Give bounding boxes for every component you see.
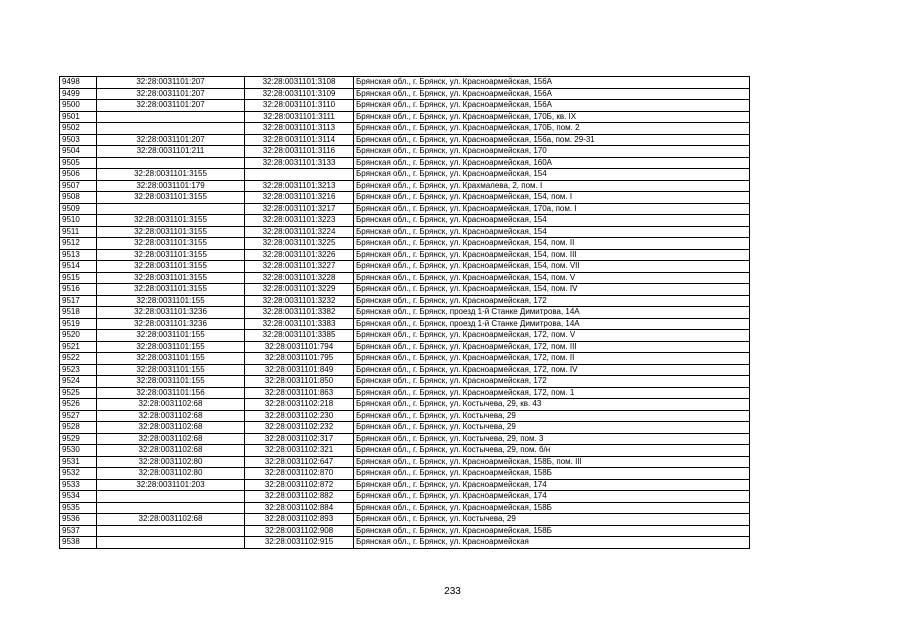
table-row bbox=[60, 479, 750, 491]
address-cell: Брянская обл., г. Брянск, ул. Красноармейская, 174 bbox=[354, 491, 750, 503]
parcel-number-cell bbox=[97, 491, 245, 503]
object-number-cell: 32:28:0031101:3108 bbox=[245, 77, 354, 89]
row-number-cell: 9499 bbox=[60, 88, 97, 100]
address-cell: Брянская обл., г. Брянск, ул. Красноармейская, 170 bbox=[354, 146, 750, 158]
object-number-cell: 32:28:0031101:3216 bbox=[245, 192, 354, 204]
table-row bbox=[60, 445, 750, 457]
object-number-cell: 32:28:0031101:3213 bbox=[245, 180, 354, 192]
parcel-number-cell: 32:28:0031102:68 bbox=[97, 433, 245, 445]
row-number-cell: 9504 bbox=[60, 146, 97, 158]
object-number-cell: 32:28:0031102:882 bbox=[245, 491, 354, 503]
address-cell: Брянская обл., г. Брянск, проезд 1-й Станке Димитрова, 14А bbox=[354, 318, 750, 330]
object-number-cell: 32:28:0031101:3385 bbox=[245, 330, 354, 342]
row-number-cell: 9512 bbox=[60, 238, 97, 250]
object-number-cell: 32:28:0031101:3223 bbox=[245, 215, 354, 227]
table-row bbox=[60, 318, 750, 330]
table-row bbox=[60, 249, 750, 261]
object-number-cell: 32:28:0031101:3109 bbox=[245, 88, 354, 100]
parcel-number-cell: 32:28:0031101:155 bbox=[97, 353, 245, 365]
object-number-cell: 32:28:0031102:884 bbox=[245, 502, 354, 514]
address-cell: Брянская обл., г. Брянск, ул. Красноармейская, 154 bbox=[354, 215, 750, 227]
address-cell: Брянская обл., г. Брянск, ул. Красноармейская, 172, пом. 1 bbox=[354, 387, 750, 399]
address-cell: Брянская обл., г. Брянск, ул. Красноармейская, 174 bbox=[354, 479, 750, 491]
parcel-number-cell: 32:28:0031101:155 bbox=[97, 330, 245, 342]
object-number-cell: 32:28:0031101:795 bbox=[245, 353, 354, 365]
table-row bbox=[60, 364, 750, 376]
address-cell: Брянская обл., г. Брянск, ул. Красноармейская, 170Б, кв. IX bbox=[354, 111, 750, 123]
object-number-cell: 32:28:0031101:3226 bbox=[245, 249, 354, 261]
row-number-cell: 9522 bbox=[60, 353, 97, 365]
row-number-cell: 9529 bbox=[60, 433, 97, 445]
address-cell: Брянская обл., г. Брянск, ул. Красноармейская, 172, пом. III bbox=[354, 341, 750, 353]
address-cell: Брянская обл., г. Брянск, ул. Красноармейская, 154, пом. II bbox=[354, 238, 750, 250]
table-row bbox=[60, 295, 750, 307]
address-cell: Брянская обл., г. Брянск, ул. Красноармейская, 154, пом. IV bbox=[354, 284, 750, 296]
parcel-number-cell: 32:28:0031101:3155 bbox=[97, 249, 245, 261]
parcel-number-cell: 32:28:0031101:207 bbox=[97, 88, 245, 100]
address-cell: Брянская обл., г. Брянск, ул. Красноармейская, 158Б bbox=[354, 502, 750, 514]
address-cell: Брянская обл., г. Брянск, ул. Красноармейская bbox=[354, 537, 750, 549]
parcel-number-cell: 32:28:0031102:68 bbox=[97, 514, 245, 526]
table-row bbox=[60, 502, 750, 514]
address-cell: Брянская обл., г. Брянск, ул. Красноармейская, 156А bbox=[354, 77, 750, 89]
address-cell: Брянская обл., г. Брянск, ул. Красноармейская, 172, пом. V bbox=[354, 330, 750, 342]
object-number-cell: 32:28:0031101:3217 bbox=[245, 203, 354, 215]
object-number-cell: 32:28:0031101:3232 bbox=[245, 295, 354, 307]
row-number-cell: 9537 bbox=[60, 525, 97, 537]
table-row bbox=[60, 399, 750, 411]
table-row bbox=[60, 341, 750, 353]
parcel-number-cell: 32:28:0031101:155 bbox=[97, 341, 245, 353]
parcel-number-cell bbox=[97, 123, 245, 135]
row-number-cell: 9538 bbox=[60, 537, 97, 549]
table-row bbox=[60, 284, 750, 296]
row-number-cell: 9514 bbox=[60, 261, 97, 273]
row-number-cell: 9518 bbox=[60, 307, 97, 319]
parcel-number-cell: 32:28:0031102:68 bbox=[97, 410, 245, 422]
table-row bbox=[60, 491, 750, 503]
table-row bbox=[60, 226, 750, 238]
row-number-cell: 9521 bbox=[60, 341, 97, 353]
parcel-number-cell: 32:28:0031101:207 bbox=[97, 100, 245, 112]
row-number-cell: 9530 bbox=[60, 445, 97, 457]
row-number-cell: 9517 bbox=[60, 295, 97, 307]
address-cell: Брянская обл., г. Брянск, ул. Красноармейская, 170а, пом. I bbox=[354, 203, 750, 215]
row-number-cell: 9515 bbox=[60, 272, 97, 284]
parcel-number-cell: 32:28:0031102:68 bbox=[97, 445, 245, 457]
object-number-cell: 32:28:0031101:794 bbox=[245, 341, 354, 353]
object-number-cell: 32:28:0031102:647 bbox=[245, 456, 354, 468]
table-row bbox=[60, 422, 750, 434]
parcel-number-cell: 32:28:0031101:3155 bbox=[97, 272, 245, 284]
parcel-number-cell: 32:28:0031101:211 bbox=[97, 146, 245, 158]
parcel-number-cell: 32:28:0031101:155 bbox=[97, 295, 245, 307]
table-row bbox=[60, 215, 750, 227]
object-number-cell: 32:28:0031102:908 bbox=[245, 525, 354, 537]
parcel-number-cell: 32:28:0031101:203 bbox=[97, 479, 245, 491]
object-number-cell: 32:28:0031101:849 bbox=[245, 364, 354, 376]
object-number-cell: 32:28:0031101:3113 bbox=[245, 123, 354, 135]
row-number-cell: 9505 bbox=[60, 157, 97, 169]
address-cell: Брянская обл., г. Брянск, ул. Красноармейская, 154, пом. VII bbox=[354, 261, 750, 273]
table-row bbox=[60, 307, 750, 319]
row-number-cell: 9510 bbox=[60, 215, 97, 227]
object-number-cell: 32:28:0031102:872 bbox=[245, 479, 354, 491]
table-row bbox=[60, 468, 750, 480]
row-number-cell: 9516 bbox=[60, 284, 97, 296]
parcel-number-cell: 32:28:0031102:80 bbox=[97, 468, 245, 480]
row-number-cell: 9498 bbox=[60, 77, 97, 89]
address-cell: Брянская обл., г. Брянск, ул. Красноармейская, 158Б bbox=[354, 525, 750, 537]
table-row bbox=[60, 157, 750, 169]
table-row bbox=[60, 376, 750, 388]
parcel-number-cell: 32:28:0031101:3155 bbox=[97, 169, 245, 181]
parcel-number-cell bbox=[97, 502, 245, 514]
table-row bbox=[60, 180, 750, 192]
table-row bbox=[60, 100, 750, 112]
parcel-number-cell: 32:28:0031101:156 bbox=[97, 387, 245, 399]
row-number-cell: 9531 bbox=[60, 456, 97, 468]
row-number-cell: 9511 bbox=[60, 226, 97, 238]
parcel-number-cell: 32:28:0031101:3155 bbox=[97, 261, 245, 273]
object-number-cell: 32:28:0031101:3114 bbox=[245, 134, 354, 146]
table-row bbox=[60, 88, 750, 100]
object-number-cell: 32:28:0031102:915 bbox=[245, 537, 354, 549]
row-number-cell: 9513 bbox=[60, 249, 97, 261]
object-number-cell: 32:28:0031101:863 bbox=[245, 387, 354, 399]
object-number-cell: 32:28:0031101:3116 bbox=[245, 146, 354, 158]
parcel-number-cell: 32:28:0031101:3155 bbox=[97, 226, 245, 238]
address-cell: Брянская обл., г. Брянск, ул. Красноармейская, 172 bbox=[354, 376, 750, 388]
address-cell: Брянская обл., г. Брянск, ул. Костычева, 29 bbox=[354, 422, 750, 434]
parcel-number-cell bbox=[97, 203, 245, 215]
parcel-number-cell bbox=[97, 525, 245, 537]
table-row bbox=[60, 192, 750, 204]
row-number-cell: 9501 bbox=[60, 111, 97, 123]
address-cell: Брянская обл., г. Брянск, ул. Красноармейская, 154, пом. III bbox=[354, 249, 750, 261]
row-number-cell: 9507 bbox=[60, 180, 97, 192]
table-row bbox=[60, 272, 750, 284]
table-body bbox=[60, 77, 750, 549]
object-number-cell: 32:28:0031101:3224 bbox=[245, 226, 354, 238]
address-cell: Брянская обл., г. Брянск, ул. Красноармейская, 160А bbox=[354, 157, 750, 169]
parcel-number-cell: 32:28:0031101:207 bbox=[97, 134, 245, 146]
row-number-cell: 9523 bbox=[60, 364, 97, 376]
table-row bbox=[60, 387, 750, 399]
object-number-cell: 32:28:0031102:232 bbox=[245, 422, 354, 434]
address-cell: Брянская обл., г. Брянск, ул. Красноармейская, 154 bbox=[354, 169, 750, 181]
row-number-cell: 9500 bbox=[60, 100, 97, 112]
table-row bbox=[60, 169, 750, 181]
row-number-cell: 9519 bbox=[60, 318, 97, 330]
table-row bbox=[60, 410, 750, 422]
parcel-number-cell: 32:28:0031101:155 bbox=[97, 364, 245, 376]
row-number-cell: 9527 bbox=[60, 410, 97, 422]
row-number-cell: 9509 bbox=[60, 203, 97, 215]
address-cell: Брянская обл., г. Брянск, ул. Красноармейская, 154 bbox=[354, 226, 750, 238]
address-cell: Брянская обл., г. Брянск, ул. Красноармейская, 154, пом. I bbox=[354, 192, 750, 204]
row-number-cell: 9526 bbox=[60, 399, 97, 411]
parcel-number-cell: 32:28:0031101:3155 bbox=[97, 238, 245, 250]
address-cell: Брянская обл., г. Брянск, ул. Костычева, 29 bbox=[354, 410, 750, 422]
page-number: 233 bbox=[444, 586, 461, 597]
table-row bbox=[60, 123, 750, 135]
object-number-cell: 32:28:0031102:870 bbox=[245, 468, 354, 480]
address-cell: Брянская обл., г. Брянск, ул. Красноармейская, 156А bbox=[354, 100, 750, 112]
row-number-cell: 9520 bbox=[60, 330, 97, 342]
parcel-number-cell: 32:28:0031101:3155 bbox=[97, 192, 245, 204]
table-row bbox=[60, 514, 750, 526]
address-cell: Брянская обл., г. Брянск, ул. Костычева, 29, пом. б/н bbox=[354, 445, 750, 457]
address-cell: Брянская обл., г. Брянск, ул. Красноармейская, 158Б bbox=[354, 468, 750, 480]
row-number-cell: 9524 bbox=[60, 376, 97, 388]
object-number-cell: 32:28:0031101:3133 bbox=[245, 157, 354, 169]
row-number-cell: 9533 bbox=[60, 479, 97, 491]
parcel-number-cell: 32:28:0031101:207 bbox=[97, 77, 245, 89]
address-cell: Брянская обл., г. Брянск, ул. Красноармейская, 154, пом. V bbox=[354, 272, 750, 284]
address-cell: Брянская обл., г. Брянск, ул. Красноармейская, 172, пом. IV bbox=[354, 364, 750, 376]
parcel-number-cell: 32:28:0031101:155 bbox=[97, 376, 245, 388]
table-row bbox=[60, 525, 750, 537]
address-cell: Брянская обл., г. Брянск, ул. Красноармейская, 172 bbox=[354, 295, 750, 307]
address-cell: Брянская обл., г. Брянск, ул. Красноармейская, 156а, пом. 29-31 bbox=[354, 134, 750, 146]
cadastral-register-table bbox=[59, 76, 750, 549]
object-number-cell: 32:28:0031101:850 bbox=[245, 376, 354, 388]
object-number-cell: 32:28:0031101:3227 bbox=[245, 261, 354, 273]
table-row bbox=[60, 456, 750, 468]
object-number-cell: 32:28:0031101:3229 bbox=[245, 284, 354, 296]
row-number-cell: 9534 bbox=[60, 491, 97, 503]
address-cell: Брянская обл., г. Брянск, ул. Красноармейская, 158Б, пом. III bbox=[354, 456, 750, 468]
object-number-cell bbox=[245, 169, 354, 181]
table-row bbox=[60, 353, 750, 365]
row-number-cell: 9532 bbox=[60, 468, 97, 480]
row-number-cell: 9503 bbox=[60, 134, 97, 146]
row-number-cell: 9536 bbox=[60, 514, 97, 526]
object-number-cell: 32:28:0031101:3383 bbox=[245, 318, 354, 330]
parcel-number-cell bbox=[97, 157, 245, 169]
object-number-cell: 32:28:0031101:3111 bbox=[245, 111, 354, 123]
object-number-cell: 32:28:0031102:230 bbox=[245, 410, 354, 422]
table-row bbox=[60, 134, 750, 146]
row-number-cell: 9525 bbox=[60, 387, 97, 399]
object-number-cell: 32:28:0031101:3225 bbox=[245, 238, 354, 250]
object-number-cell: 32:28:0031102:218 bbox=[245, 399, 354, 411]
object-number-cell: 32:28:0031101:3110 bbox=[245, 100, 354, 112]
parcel-number-cell bbox=[97, 111, 245, 123]
table-row bbox=[60, 330, 750, 342]
parcel-number-cell bbox=[97, 537, 245, 549]
parcel-number-cell: 32:28:0031101:3236 bbox=[97, 307, 245, 319]
object-number-cell: 32:28:0031102:893 bbox=[245, 514, 354, 526]
parcel-number-cell: 32:28:0031101:179 bbox=[97, 180, 245, 192]
table-row bbox=[60, 238, 750, 250]
table-row bbox=[60, 146, 750, 158]
table-row bbox=[60, 261, 750, 273]
address-cell: Брянская обл., г. Брянск, проезд 1-й Станке Димитрова, 14А bbox=[354, 307, 750, 319]
parcel-number-cell: 32:28:0031101:3155 bbox=[97, 215, 245, 227]
parcel-number-cell: 32:28:0031102:68 bbox=[97, 422, 245, 434]
object-number-cell: 32:28:0031101:3382 bbox=[245, 307, 354, 319]
parcel-number-cell: 32:28:0031102:68 bbox=[97, 399, 245, 411]
address-cell: Брянская обл., г. Брянск, ул. Красноармейская, 156А bbox=[354, 88, 750, 100]
parcel-number-cell: 32:28:0031101:3236 bbox=[97, 318, 245, 330]
table-row bbox=[60, 111, 750, 123]
object-number-cell: 32:28:0031102:321 bbox=[245, 445, 354, 457]
row-number-cell: 9506 bbox=[60, 169, 97, 181]
parcel-number-cell: 32:28:0031101:3155 bbox=[97, 284, 245, 296]
table-row bbox=[60, 433, 750, 445]
parcel-number-cell: 32:28:0031102:80 bbox=[97, 456, 245, 468]
address-cell: Брянская обл., г. Брянск, ул. Красноармейская, 170Б, пом. 2 bbox=[354, 123, 750, 135]
address-cell: Брянская обл., г. Брянск, ул. Костычева, 29, пом. 3 bbox=[354, 433, 750, 445]
object-number-cell: 32:28:0031101:3228 bbox=[245, 272, 354, 284]
row-number-cell: 9528 bbox=[60, 422, 97, 434]
row-number-cell: 9502 bbox=[60, 123, 97, 135]
table-row bbox=[60, 537, 750, 549]
object-number-cell: 32:28:0031102:317 bbox=[245, 433, 354, 445]
table-row bbox=[60, 77, 750, 89]
address-cell: Брянская обл., г. Брянск, ул. Костычева, 29, кв. 43 bbox=[354, 399, 750, 411]
address-cell: Брянская обл., г. Брянск, ул. Красноармейская, 172, пом. II bbox=[354, 353, 750, 365]
table-row bbox=[60, 203, 750, 215]
address-cell: Брянская обл., г. Брянск, ул. Костычева, 29 bbox=[354, 514, 750, 526]
address-cell: Брянская обл., г. Брянск, ул. Крахмалева, 2, пом. I bbox=[354, 180, 750, 192]
row-number-cell: 9535 bbox=[60, 502, 97, 514]
row-number-cell: 9508 bbox=[60, 192, 97, 204]
